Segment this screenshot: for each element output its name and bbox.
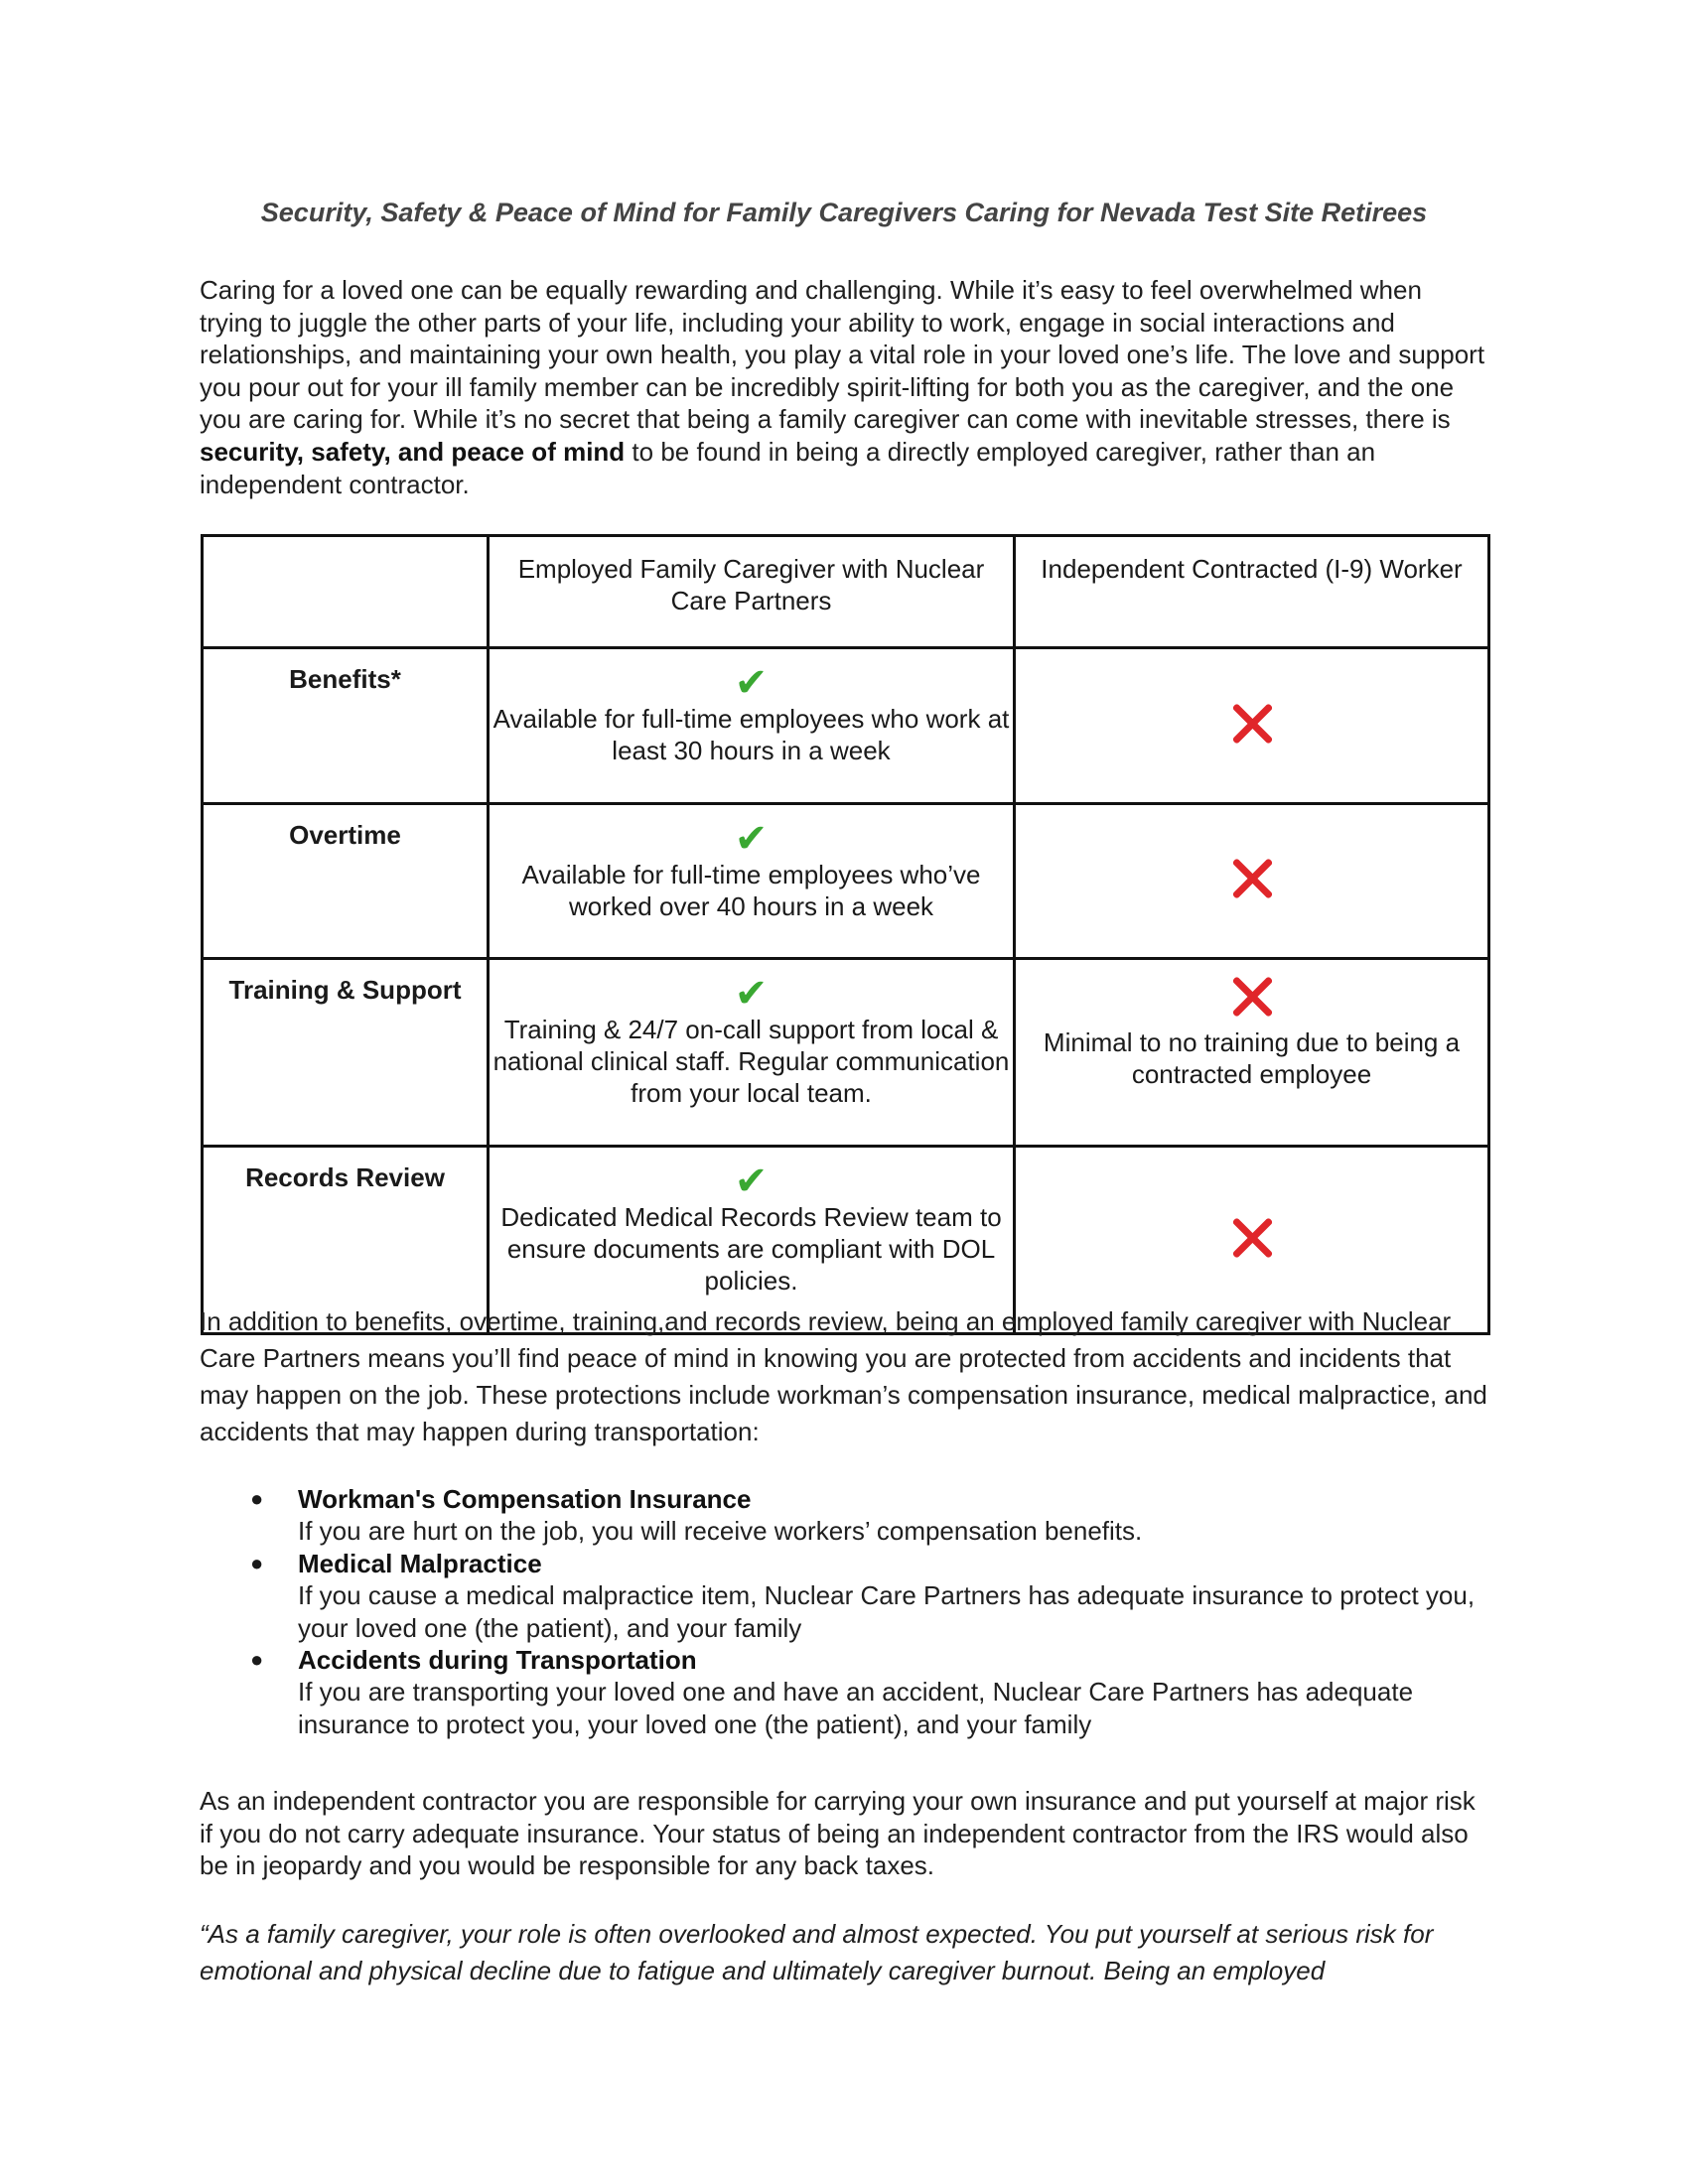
row-label-overtime: Overtime xyxy=(203,804,489,959)
intro-text-part1: Caring for a loved one can be equally rewarding and challenging. While it’s easy to feel overwhelmed when trying to juggle the other parts of your life, including your ability to work, engage in social interactions and relationships, and maintaining your own health, you play a vital role in your loved one’s life. The love and support you pour out for your ill family member can be incredibly spirit-lifting for both you as the caregiver, and the one you are caring for. While it’s no secret that being a family caregiver can come with inevitable stresses, there is xyxy=(200,275,1485,435)
comparison-table xyxy=(201,534,1490,1335)
check-mark-icon: ✔ xyxy=(734,971,769,1017)
row-label-records: Records Review xyxy=(203,1147,489,1334)
protection-desc: If you cause a medical malpractice item, Nuclear Care Partners has adequate insurance to protect you, your loved one (the patient), and your family xyxy=(298,1580,1476,1643)
protection-desc: If you are hurt on the job, you will receive workers’ compensation benefits. xyxy=(298,1516,1143,1547)
list-item xyxy=(199,1644,1489,1740)
header-employed: Employed Family Caregiver with Nuclear Care Partners xyxy=(489,536,1015,648)
table-row xyxy=(203,804,1489,959)
employed-cell xyxy=(489,804,1015,959)
header-independent: Independent Contracted (I-9) Worker xyxy=(1015,536,1489,648)
row-label-training: Training & Support xyxy=(203,959,489,1147)
cross-mark-icon xyxy=(1230,856,1274,899)
after-table-paragraph: In addition to benefits, overtime, training,and records review, being an employed family caregiver with Nuclear Care Partners means you’ll find peace of mind in knowing you are protected from accidents and incidents that may happen on the job. These protections include workman’s compensation insurance, medical malpractice, and accidents that may happen during transportation: xyxy=(200,1306,1487,1446)
document-title: Security, Safety & Peace of Mind for Family Caregivers Caring for Nevada Test Site Retirees xyxy=(260,198,1428,227)
employed-text: Training & 24/7 on-call support from local & national clinical staff. Regular communication from your local team. xyxy=(492,1015,1010,1108)
table-row xyxy=(203,959,1489,1147)
protection-desc: If you are transporting your loved one and have an accident, Nuclear Care Partners has adequate insurance to protect you, your loved one (the patient), and your family xyxy=(298,1677,1414,1739)
protections-list xyxy=(199,1483,1489,1740)
bullet-icon: ● xyxy=(250,1550,264,1575)
check-mark-icon: ✔ xyxy=(734,660,769,706)
intro-text-part2: to be found in being a directly employed caregiver, rather than an independent contractor. xyxy=(200,436,1376,499)
table-header-row xyxy=(203,536,1489,648)
table-row xyxy=(203,648,1489,804)
employed-cell xyxy=(489,648,1015,804)
intro-bold-phrase: security, safety, and peace of mind xyxy=(200,436,626,467)
employed-cell xyxy=(489,959,1015,1147)
bullet-icon: ● xyxy=(250,1486,264,1511)
check-mark-icon: ✔ xyxy=(734,1159,769,1204)
independent-cell xyxy=(1015,648,1489,804)
cross-mark-icon xyxy=(1230,701,1274,745)
row-label-benefits: Benefits* xyxy=(203,648,489,804)
bullet-icon: ● xyxy=(250,1647,264,1673)
list-item xyxy=(199,1548,1489,1644)
list-item xyxy=(199,1483,1489,1548)
cross-mark-icon xyxy=(1230,1215,1274,1259)
cross-mark-icon xyxy=(1230,974,1274,1018)
protection-title: Medical Malpractice xyxy=(298,1548,542,1578)
quote-paragraph: “As a family caregiver, your role is often overlooked and almost expected. You put yourself at serious risk for emotional and physical decline due to fatigue and ultimately caregiver burnout. Being an employed xyxy=(200,1919,1434,1985)
independent-cell xyxy=(1015,804,1489,959)
independent-text: Minimal to no training due to being a contracted employee xyxy=(1043,1027,1461,1089)
independent-cell xyxy=(1015,959,1489,1147)
employed-text: Dedicated Medical Records Review team to ensure documents are compliant with DOL policies. xyxy=(500,1202,1002,1296)
protection-title: Accidents during Transportation xyxy=(298,1645,697,1676)
protection-title: Workman's Compensation Insurance xyxy=(298,1484,752,1514)
header-empty-cell xyxy=(203,536,489,648)
employed-text: Available for full-time employees who’ve worked over 40 hours in a week xyxy=(521,860,981,921)
employed-text: Available for full-time employees who work at least 30 hours in a week xyxy=(492,704,1010,765)
intro-paragraph xyxy=(200,274,1490,500)
independent-contractor-paragraph: As an independent contractor you are responsible for carrying your own insurance and put yourself at major risk if you do not carry adequate insurance. Your status of being an independent contractor from the IRS would also be in jeopardy and you would be responsible for any back taxes. xyxy=(200,1786,1476,1881)
check-mark-icon: ✔ xyxy=(734,816,769,862)
